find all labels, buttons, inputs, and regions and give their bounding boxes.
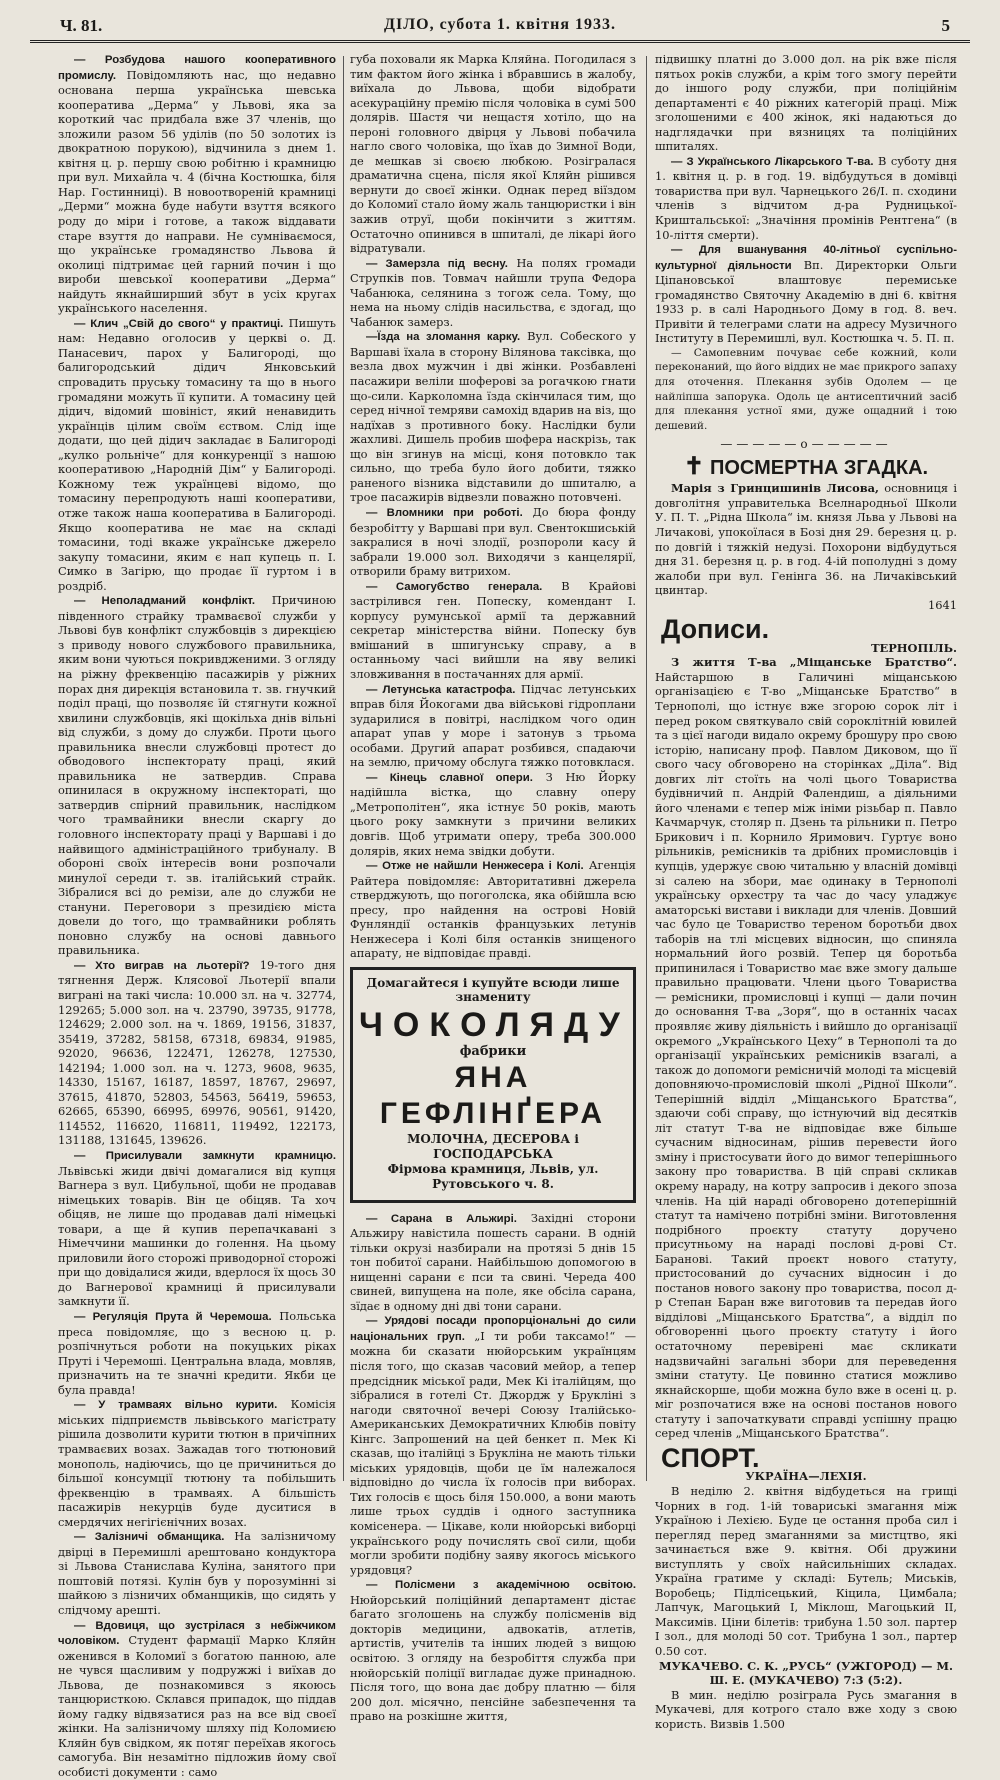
dopysy-place: ТЕРНОПІЛЬ.	[871, 640, 957, 655]
news-item	[655, 52, 957, 154]
news-item-text: Повідомляють нас, що недавно основана перша українська шевська кооператива „Дерма“ у Львові, яка за короткий час придбала вже 37 членів, що зложили разом 56 уділів (по 50 золотих із двократною порукою), відчинила з днем 1. квітня ц. р. першу свою робітню і крамницю при вул. Михайла ч. 4 (бічна Костюшка, біля Нар. Гостинниці). В новоотвореній крамниці „Дерми“ можна буде набути взуття всякого роду до міри і готове, а також віддавати старе взуття до направи. Не сумніваємося, що українське громадянство Львова й околиці підтримає цей гарний почин і що вироби шевської кооперативи „Дерма“ найдуть якнайширший збут в усіх кругах українського населення.	[58, 67, 336, 316]
news-item	[58, 1397, 336, 1529]
section-title-dopysy: Дописи.	[661, 614, 770, 645]
obituary-name: Марія з Гринцишинів Лисова,	[671, 481, 879, 496]
news-item-headline: — Полісмени з академічною освітою.	[366, 1579, 636, 1592]
news-item-headline: — З Українського Лікарського Т-ва.	[671, 155, 874, 168]
obituary-text	[655, 481, 957, 597]
news-item-headline: — Залізничі обманщика.	[74, 1531, 225, 1544]
news-item-headline: — Вдовиця, що зустрілася з небіжчиком чоловіком.	[58, 1619, 336, 1648]
news-item-text: „І ти роби таксамо!“ — можна би сказати нюйорським українцям після того, що сказав часовий мейор, а тепер предсідник міської ради, Мек Кі італійцям, що зібралися в готелі Ст. Джордж у Брукліні з нагоди святочної вечері Союзу Італійсько-Американських Демократичних Клюбів повіту Кінгс. Запрошений на цей бенкет п. Мек Кі сказав, що італійці з Брукліна не мають тільки міських урядовців, щоби це їм належалося відповідно до числа їх голосів при виборах. Тих голосів є щось біля 150.000, а вони мають лише трьох суддів і одного заступника комісенера. — Цікаве, коли нюйорські виборці українського роду почислять свої сили, щоби могли зробити подібну заяву якогось міського урядовця?	[350, 1328, 637, 1577]
news-item-text: В суботу дня 1. квітня ц. р. в год. 19. відбудуться в домівці товариства при вул. Чарнецького 26/І. п. сходини членів з відчитом д-ра Рудницької-Криштальської: „Значіння промінів Рентгена“ (в 10-ліття смерти).	[655, 153, 957, 242]
news-item-headline: — Отже не найшли Ненжесера і Колі.	[366, 860, 584, 873]
news-item-headline: — Урядові посади пропорціональні до сили національних груп.	[350, 1315, 636, 1343]
news-item-text: Агенція Райтера повідомляє: Авторитативні джерела стверджують, що погоголска, яка обійшла всю пресу, про найдення на острові Новій Фунляндії останків французьких летунів Ненжесера і Колі біля останків знищеного апарату, не відповідає правді.	[350, 858, 636, 961]
news-item	[350, 329, 636, 505]
news-item	[350, 770, 636, 858]
news-item	[58, 1309, 336, 1397]
news-item-text: губа поховали як Марка Кляйна. Погодилася з тим фактом його жінка і вбравшись в жалобу, виїхала до Львова, щоби відобрати асекураційну премію після чоловіка в сумі 500 долярів. Шастя чи нещастя хотіло, що на перонi головного двірця у Львові побачила нагло свого чоловіка, що їхав до Зимної Води, де мешкав зі своєю любкою. Розігралася драматична сцена, після якої Кляйн рішився вернути до своєї жінки. Однак перед віїздом до Коломиї стало йому жаль танцюристки і він зажив отруї, щоби покінчити з життям. Остаточно опинився в шпиталі, де лікарі його відратували.	[350, 52, 636, 256]
news-item-headline: —Їзда на зломання карку.	[366, 331, 521, 344]
news-item-headline: — Вломники при роботі.	[366, 506, 523, 519]
news-item-headline: — Присилували замкнути крамницю.	[74, 1150, 336, 1163]
sport-text: В мин. неділю розіграла Русь змагання в Мукачеві, для котрого стало вже ходу з свою користь. Визвів 1.500	[655, 1687, 957, 1731]
news-items	[350, 52, 636, 961]
obituary-title-text: ПОСМЕРТНА ЗГАДКА.	[710, 456, 929, 479]
masthead-line: ДІЛО, субота 1. квітня 1933.	[384, 16, 616, 33]
news-item-headline: — Замерзла під весну.	[366, 257, 508, 270]
page-header	[30, 14, 970, 43]
news-item	[58, 958, 336, 1148]
news-item-text: підвишку платні до 3.000 дол. на рік вже після пятьох років служби, а крім того змогу перейти до іншого роду служби, при поліційнім департаменті є 40 ріжних категорій праці. Між зголошеними є 400 жінок, які надаються до надглядачки при вязницях та поліційних шпиталях.	[655, 52, 957, 154]
news-item	[350, 858, 636, 961]
news-item-text: Підчас летунських вправ біля Йокогами два військові гідроплани зударилися в повітрі, наслідком чого один апарат упав у море і затонув з трьома особами. Другий апарат розбився, спадаючи на землю, причому обслуга тяжко потовклася.	[350, 681, 637, 770]
news-item	[350, 505, 636, 579]
news-item-headline: — Кінець славної опери.	[366, 771, 533, 784]
ad-line: фабрики	[459, 1044, 527, 1059]
news-item-text: 19-того дня тягнення Держ. Клясової Льотерії впали виграні на такі числа: 10.000 зл. на ч. 32774, 129265; 5.000 зол. на ч. 23790, 39735, 91778, 124629; 2.000 зол. на ч. 1869, 19156, 31837, 35419, 37282, 58158, 67318, 69834, 91985, 92020, 96636, 122471, 126278, 127530, 142194; 1.000 зол. на ч. 1273, 9608, 9635, 14330, 15167, 16187, 18597, 18767, 29697, 37615, 41870, 52803, 54563, 56419, 59653, 62665, 65390, 66995, 69976, 90561, 91420, 114552, 116620, 116811, 119492, 122173, 131188, 131645, 139626.	[58, 957, 336, 1148]
obituary-body: основниця і довголітня управителька Вселнародньої Школи У. П. Т. „Рідна Школа“ ім. князя Льва у Львові на Личакові, упокоїлася в Бозі дня 29. березня ц. р. по довгій і тяжкій недузі. Похорони відбудуться дня 31. березня ц. р. в год. 4-ій пополудні з дому жалоби при вул. Генінга 36. на Личаківський цвинтар.	[655, 481, 957, 598]
news-item-text: З Ню Йорку надійшла вістка, що славну оперу „Метрополітен“, яка істнує 50 років, мають цього року замкнути з причини великих довгів. Щоб утримати оперу, треба 300.000 долярів, яких нема звідки добути.	[350, 769, 636, 858]
news-item-text: Львівські жиди двічі домагалися від купця Вагнера з вул. Цибульної, щоби не продавав німецьких товарів. Він це обіцяв. Та хоч обіцяв, не лише що продавав далі німецькі товари, а ще й купив перепачкавані з Німеччини машинки до голення. На цьому приловили його сторожі приводорної сторожі при що довідалися жиди, вдерлося їх щось 30 до Вагнерової крамниці й присилували замкнути її.	[58, 1163, 336, 1309]
news-item-text: Студент фармації Марко Кляйн оженився в Коломиї з богатою панною, але не чувся щасливим у подружжі і виїхав до Львова, де познакомився з якоюсь танцюристкою. Склався припадок, що піддав йому гадку відвязатися раз на все від своєї жінки. На залізничому шляху під Коломиєю Кляйн був свідком, як потяг переїхав якогось самогуба. Він незамітно підложив йому свої особисті документи : само	[58, 1633, 336, 1779]
column-rule	[646, 56, 647, 1481]
news-item	[58, 1529, 336, 1617]
news-item-text: Західні сторони Альжиру навістила пошесть сарани. В одній тільки окрузі назбирали на протязі 5 днів 15 тон побитої сарани. Найбільшою допомогою в нищенні сарани є пси та свині. Череда 400 свиней, випущена на поле, яке обсіла сарана, зїдає в одному дні дві тони сарани.	[350, 1210, 636, 1313]
news-item-text: На залізничому двірці в Перемишлі арештовано кондуктора зі Львова Станислава Куліна, занятого при поштовій потязі. Кулін був у порозумінні зі шайкою з лізничих обманщиків, що сидять у слідчому арешті.	[58, 1529, 336, 1617]
news-item-headline: — Клич „Свій до свого“ у практиці.	[74, 317, 284, 330]
news-items	[350, 1211, 636, 1724]
news-item-text: Комісія міських підприємств львівського магістрату рішила дозволити курити тютюн в причіпних трамваєвих возах. Зажадав того тютюновий монополь, надіючись, що це причиниться до більшої консумції тютюну та побільшить фреквенцію в трамваях. А більшість пасажирів некурців буде дуситися в смердячих негігієнічних возах.	[58, 1397, 336, 1529]
news-item-text: Вп. Директорки Ольги Ціпановської влаштовує перемиське громадянство Святочну Академію в дні 6. квітня 1933 р. в салі Народнього Дому в год. 8. веч. Привіти й телеграми слати на адресу Музичного Інституту в Перемишлі, вул. Костюшка ч. 5. П. п.	[655, 257, 958, 346]
news-item-headline: — Сарана в Альжирі.	[366, 1212, 517, 1225]
ad-brand: ЯНА ГЕФЛІНҐЕРА	[379, 1060, 607, 1130]
news-item	[58, 316, 336, 593]
news-item-text: Пишуть нам: Недавно оголосив у церкві о. Д. Панасевич, парох у Балигороді, що балигородський дідич Янковський спровадить пруську томасину та що в нього громадяни можуть її купити. А томасину цей дідич, відомий шовініст, який ненавидить українців цілим своїм єством. Слід іще додати, що цей дідич закладає в Балигороді „кулко рольніче“ для конкуренції з нашою кооперативою „Народній Дім“ у Балигороді. Кожному теж українцеві відомо, що томасину перепродують наші кооперативи, отже також наша кооператива в Балигороді. Якщо кооператива не має на складі томасини, тоді вкаже українське джерело закупу томасини, яким є нап купець п. І. Симко в Загірю, що продає її гуртом і в роздріб.	[58, 315, 336, 593]
news-item-headline: — Самогубство генерала.	[366, 580, 543, 593]
section-title-sport: СПОРТ.	[661, 1442, 760, 1473]
ornament-divider: —————o—————	[720, 437, 892, 452]
column-1	[58, 52, 336, 1779]
obituary-title	[655, 452, 957, 480]
news-item-text: В Крайові застрілився ген. Попеску, комендант І. корпусу румунської армії та державний секретар міністерства війни. Попеску був вмішаний в шпигунську справу, а в останньому часі вийшли на яву великі зловживання в постачаннях для армії.	[350, 578, 636, 681]
news-item	[58, 593, 336, 958]
news-item	[350, 682, 636, 770]
dopysy-headline: З життя Т-ва „Міщанське Братство“.	[671, 655, 957, 670]
news-item-headline: — Розбудова нашого кооперативного промислу.	[58, 54, 336, 82]
news-item-headline: — Регуляція Прута й Черемоша.	[74, 1311, 272, 1324]
ad-line: МОЛОЧНА, ДЕСЕРОВА і ГОСПОДАРСЬКА	[407, 1131, 579, 1161]
news-item-text: Польська преса повідомляє, що з весною ц. р. розпічнуться роботи на покуцьких ріках Пруті і Черемоші. Центральна влада, мовляв, призначить на те значні кредити. Якби це була правда!	[58, 1309, 336, 1397]
page-number: 5	[941, 16, 950, 35]
column-3	[655, 52, 958, 1731]
news-item-headline: — Хто виграв на льотерії?	[74, 959, 250, 972]
sport-match-title: УКРАЇНА—ЛЕХІЯ.	[745, 1469, 867, 1484]
news-item-headline: — Неполадманий конфлікт.	[74, 595, 256, 608]
news-item-text: До бюра фонду безробітту у Варшаві при вул. Свентокшиській закралися в ночі злодії, розпороли касу й забрали 19.000 зол. Виходячи з канцелярії, отворили браму витрихом.	[350, 504, 636, 579]
column-rule	[343, 56, 344, 1481]
news-item	[655, 154, 957, 242]
news-item	[58, 1618, 336, 1780]
sport-match-title: МУКАЧЕВО. С. К. „РУСЬ“ (УЖГОРОД) — М. Ш. Е. (МУКАЧЕВО) 7:3 (5:2).	[659, 1658, 953, 1688]
news-item-headline: — Летунська катастрофа.	[366, 683, 516, 696]
news-item	[350, 579, 636, 682]
news-item	[58, 52, 336, 316]
cross-icon: ✝	[683, 452, 704, 480]
ad-line: Домагайтеся і купуйте всюди лише знамениту	[366, 975, 620, 1005]
news-item-text: Вул. Собеского у Варшаві їхала в сторону Вілянова таксівка, що везла двох мужчин і двi жінки. Розбавлені пасажири веліли шоферові за рогачкою гнати що-сили. Карколомна їзда скінчилася тим, що серед нічної темряви самохід вдарив на віз, що надїхав з противного боку. Наслідки були жахливі. Дишель пробив шофера наскрізь, так що він згинув на місці, коня потовкло так сильно, що треба було його добити, тяжко раненого візника відставили до шпиталю, а трое пасажирів відвезли поважно потовчені.	[350, 329, 636, 505]
chocolate-advertisement	[350, 967, 636, 1203]
news-item	[655, 242, 957, 346]
news-item	[58, 1148, 336, 1309]
news-item	[350, 1577, 636, 1723]
news-items	[655, 52, 957, 346]
ad-address: Фірмова крамниця, Львів, ул. Рутовського ч. 8.	[387, 1161, 599, 1191]
news-item	[350, 52, 636, 256]
sport-text: В неділю 2. квітня відбудеться на грищі Чорних в год. 1-ій товариські змагання між Україною і Лехією. Буде це остання проба сил і перегляд перед змаганнями за мистцтво, які зачинається вже 9. квітня. Обі дружини виступлять у своїх найсильніших складах. Україна гратиме у складі: Бутель; Миськів, Воробець; Підлісецький, Кіцила, Цимбала; Лапчук, Магоцький І, Міклош, Магоцький ІІ, Максимів. Ціни білетів: трибуна 1.50 зол. партер І зол., для молоді 50 сот. Трибуна 1 зол., партер 0.50 сот.	[655, 1483, 957, 1658]
news-item	[350, 1313, 636, 1577]
news-item-text: Нюйорський поліційний департамент дістає багато зголошень на службу полісменів від докторів медицини, адвокатів, атлетів, артистів, учителів та інших людей з вищою освітою. З огляду на безробіття служба при нюйорській поліції вигладає дуже принадною. Після того, що вона дає добру платню — біля 200 дол. місячно, пенсійне забезпечення та право на розкiшне життя,	[350, 1592, 636, 1724]
ad-headline: ЧОКОЛЯДУ	[359, 1006, 630, 1044]
news-item	[350, 1211, 636, 1314]
news-item-text: Причиною південного страйку трамваєвої служби у Львові був конфлікт службовців з дирекцією з приводу нового службового правильника, яким вони чуються покривдженими. З огляду на ріжну фреквенцію пасажирів у ріжних порах дня дирекція встановила т. зв. гнучкий поділ праці, що позволяє їй стягнути кожної хвилини службовців, які щокільха днів вільні від служби, з дому до служби. Проти цього правильника внесли службовці протест до обводового інспекторату праці, який правильника не затвердив. Справа опинилася в окружному інспектораті, що затвердив спірний правильник, наслідком чого трамвайники внесли скаргу до головного інспекторату праці у Варшаві і до найвищого адміністраційного трибуналу. В обороні своїх інтересів вони розпочали минулої середи т. зв. італійський страйк. Зібралися всі до ремізи, але до служби не стануни. Переговори з президією міста довели до того, що трамвайники роблять поновно службу на основі давнього правильника.	[58, 593, 336, 958]
news-item-text: На полях громади Струпків пов. Товмач найшли трупа Федора Чабанюка, селянина з тогож села. Тому, що нема на ньому слідів насильства, є здогад, що Чабанюк замерз.	[350, 255, 636, 329]
dopysy-article	[655, 655, 957, 1441]
news-item-headline: — Для вшанування 40-літньої суспільно-культурної діяльности	[655, 244, 957, 272]
issue-number: Ч. 81.	[60, 16, 103, 35]
obituary-number: 1641	[928, 597, 957, 612]
odol-notice: — Самопевним почуває себе кожний, коли переконаний, що його віддих не має прикрого запаху для оточення. Плекання зубів Одолем — це найліпша запорука. Одоль це антисептичний засіб для плекання устної ями, дуже ощадний і тою дешевий.	[655, 346, 958, 432]
news-item	[350, 256, 636, 330]
column-2	[350, 52, 637, 1724]
news-item-headline: — У трамваях вільно курити.	[74, 1399, 278, 1412]
dopysy-body: Найстаршою в Галичині міщанською організацією є Т-во „Міщанське Братство“ в Тернополі, що істнує вже згорою сорок літ і перед роком святкувало свій сороклітній ювилей та з цієї нагоди видало окрему брошуру про свою історію, написану проф. Павлом Диковом, що її свого часу обговорено на сторінках „Діла“. Від довгих літ стоїть на чолі цього Товариства будівничий п. Андрій Фалендиш, а діяльними його членами є тепер між ініми різьбар п. Павло Качмарчук, столяр п. Дзень та рільники п. Петро Брикович і п. Корнило Яримович. Гуртує воно рільників, ремісників та дрібних промисловців і купців, удержує свою читальню у власній домівці зі салею на збори, має одинаку в Тернополі українську орхестру та час до часу уладжує аматорські вистави і виклади для членів. Довший час було це Товариство тереном боротьби двох таборів на тлі місцевих відносин, що спиняла нормальний його розвій. Тепер ця боротьба припинилася і Товариство має вже змогу дальше правильно працювати. Члени цього Товариства — ремісники, промисловці і купці — дали почин до основання Т-ва „Зоря“, що в останніх часах проявляє живу діяльність і вийшло до організації окремого „Українського Цеху“ в Тернополі та до організації українських ремісників взагалі, а також до допомоги ремісничій молоді та місцевій доповняючо-промисловій школі „Рідної Школи“. Теперішній відділ „Міщанського Братства“, здаючи собі справу, що істнуючий від десятків літ статут Т-ва не відповідає вже більше сучасним відносинам, рішив перевести його зміну і пристосувати його до вимог теперішнього закону про товариства. В цій справі скликав окрему нараду, на котру запросив і декого зпоза членів. На цій нараді обговорено дотеперішній статут та намічено потрібні зміни. Виготовлення подрібного проєкту статуту доручено присутньому на нараді послові д-рові Ст. Барановi. Такий проєкт нового статуту, пристосований до сучасних відносин і до постанов нового закону про товариства, посол д-р Степан Баран вже виготовив та передав його відділові „Міщанського Братства“, а відділ по обговоренні цього проєкту статуту і його остаточному перевірені має скликати надзвичайні загальні збори для переведення зміни статуту. Це повинно статися можливо якнайскорше, щоби можна було вже в осені ц. р. міг розпочатися вже на основі постанов нового статуту і започаткувати справді успішну працю серед членів „Міщанського Братства“.	[655, 669, 957, 1441]
